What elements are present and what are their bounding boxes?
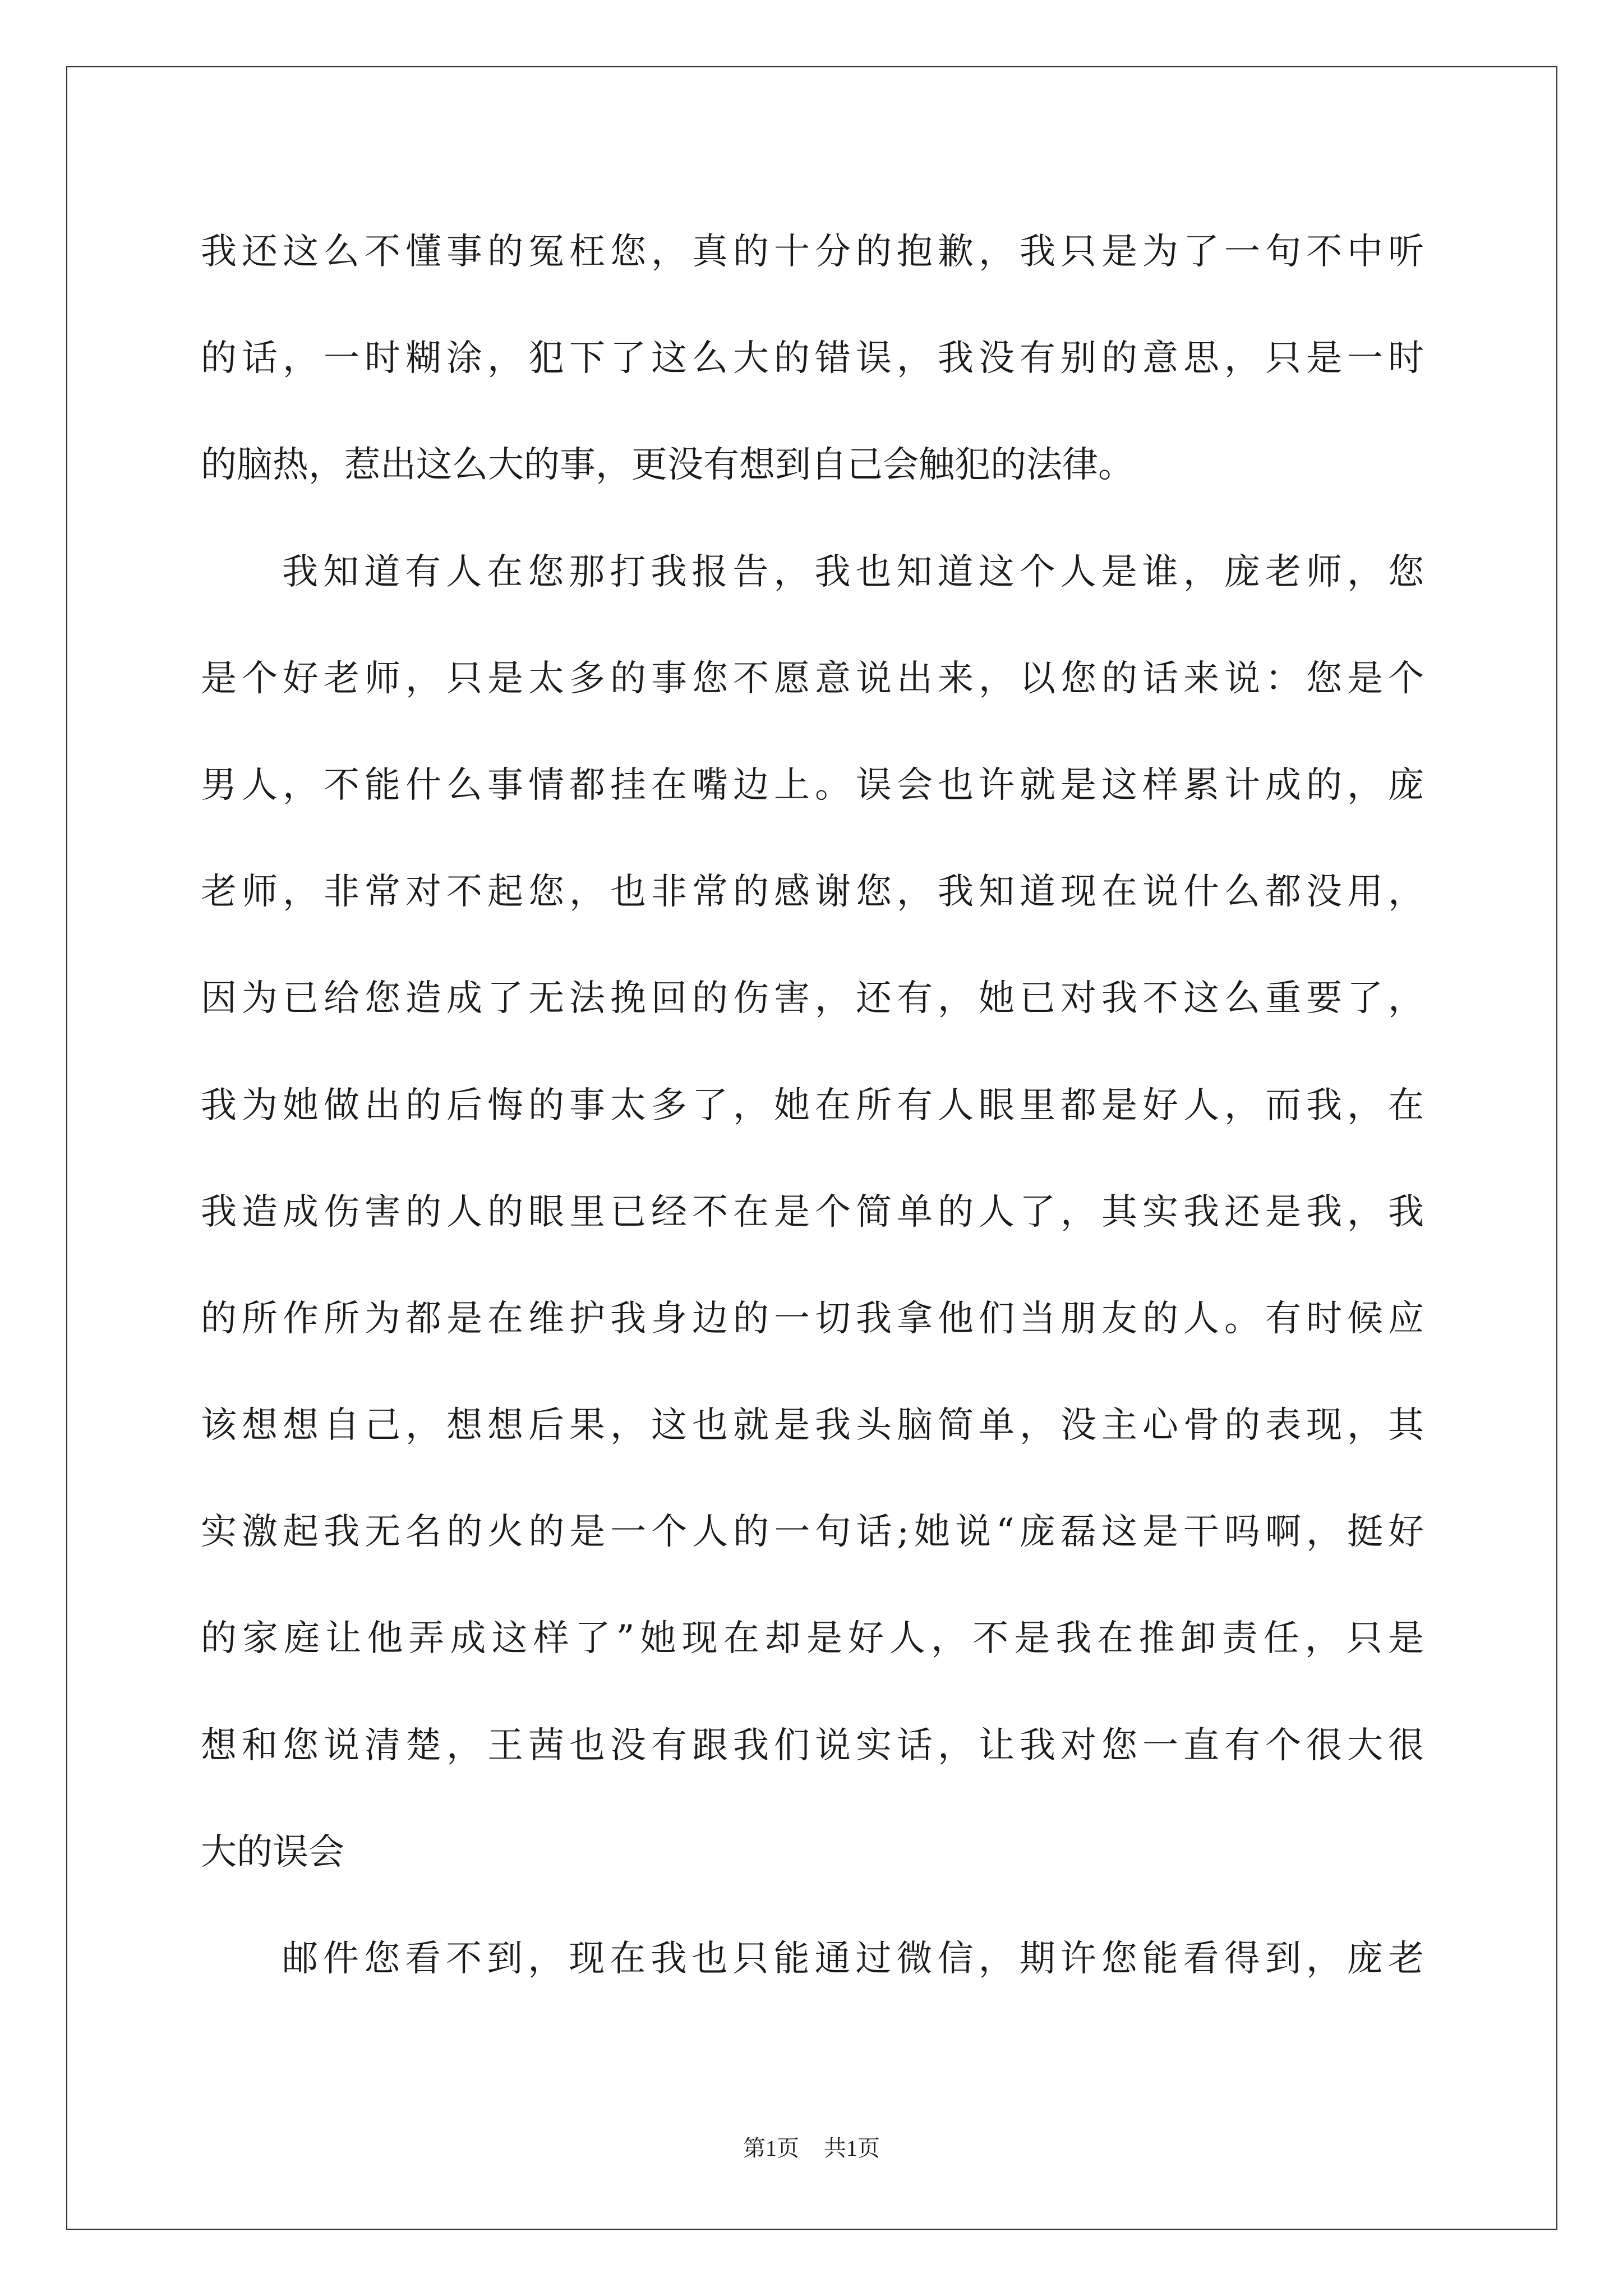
text-line: 大的误会 bbox=[201, 1831, 344, 1873]
text-line: 的脑热，惹出这么大的事，更没有想到自己会触犯的法律。 bbox=[201, 444, 1134, 486]
text-line: 我还这么不懂事的冤枉您，真的十分的抱歉，我只是为了一句不中听 bbox=[201, 231, 1424, 273]
text-line: 的家庭让他弄成这样了”她现在却是好人，不是我在推卸责任，只是 bbox=[201, 1618, 1424, 1660]
text-line: 实激起我无名的火的是一个人的一句话;她说“庞磊这是干吗啊，挺好 bbox=[201, 1511, 1424, 1553]
paragraph-1 bbox=[201, 199, 1424, 519]
text-line: 邮件您看不到，现在我也只能通过微信，期许您能看得到，庞老 bbox=[282, 1938, 1424, 1980]
page-number: 第1页 bbox=[743, 2136, 799, 2161]
text-line: 的所作所为都是在维护我身边的一切我拿他们当朋友的人。有时候应 bbox=[201, 1297, 1424, 1340]
paragraph-3 bbox=[201, 1906, 1424, 2012]
page-footer bbox=[0, 2134, 1623, 2162]
paragraph-2 bbox=[201, 519, 1424, 1906]
text-line: 我造成伤害的人的眼里已经不在是个简单的人了，其实我还是我，我 bbox=[201, 1191, 1424, 1233]
text-line: 想和您说清楚，王茜也没有跟我们说实话，让我对您一直有个很大很 bbox=[201, 1724, 1424, 1766]
text-line: 因为已给您造成了无法挽回的伤害，还有，她已对我不这么重要了， bbox=[201, 978, 1424, 1020]
text-line: 男人，不能什么事情都挂在嘴边上。误会也许就是这样累计成的，庞 bbox=[201, 764, 1424, 806]
text-line: 该想想自己，想想后果，这也就是我头脑简单，没主心骨的表现，其 bbox=[201, 1405, 1424, 1447]
text-line: 的话，一时糊涂，犯下了这么大的错误，我没有别的意思，只是一时 bbox=[201, 338, 1424, 380]
text-line: 老师，非常对不起您，也非常的感谢您，我知道现在说什么都没用， bbox=[201, 871, 1424, 913]
text-line: 我知道有人在您那打我报告，我也知道这个人是谁，庞老师，您 bbox=[282, 551, 1424, 593]
document-body bbox=[201, 199, 1424, 2012]
page-total: 共1页 bbox=[824, 2136, 880, 2161]
text-line: 我为她做出的后悔的事太多了，她在所有人眼里都是好人，而我，在 bbox=[201, 1084, 1424, 1126]
text-line: 是个好老师，只是太多的事您不愿意说出来，以您的话来说：您是个 bbox=[201, 657, 1424, 700]
